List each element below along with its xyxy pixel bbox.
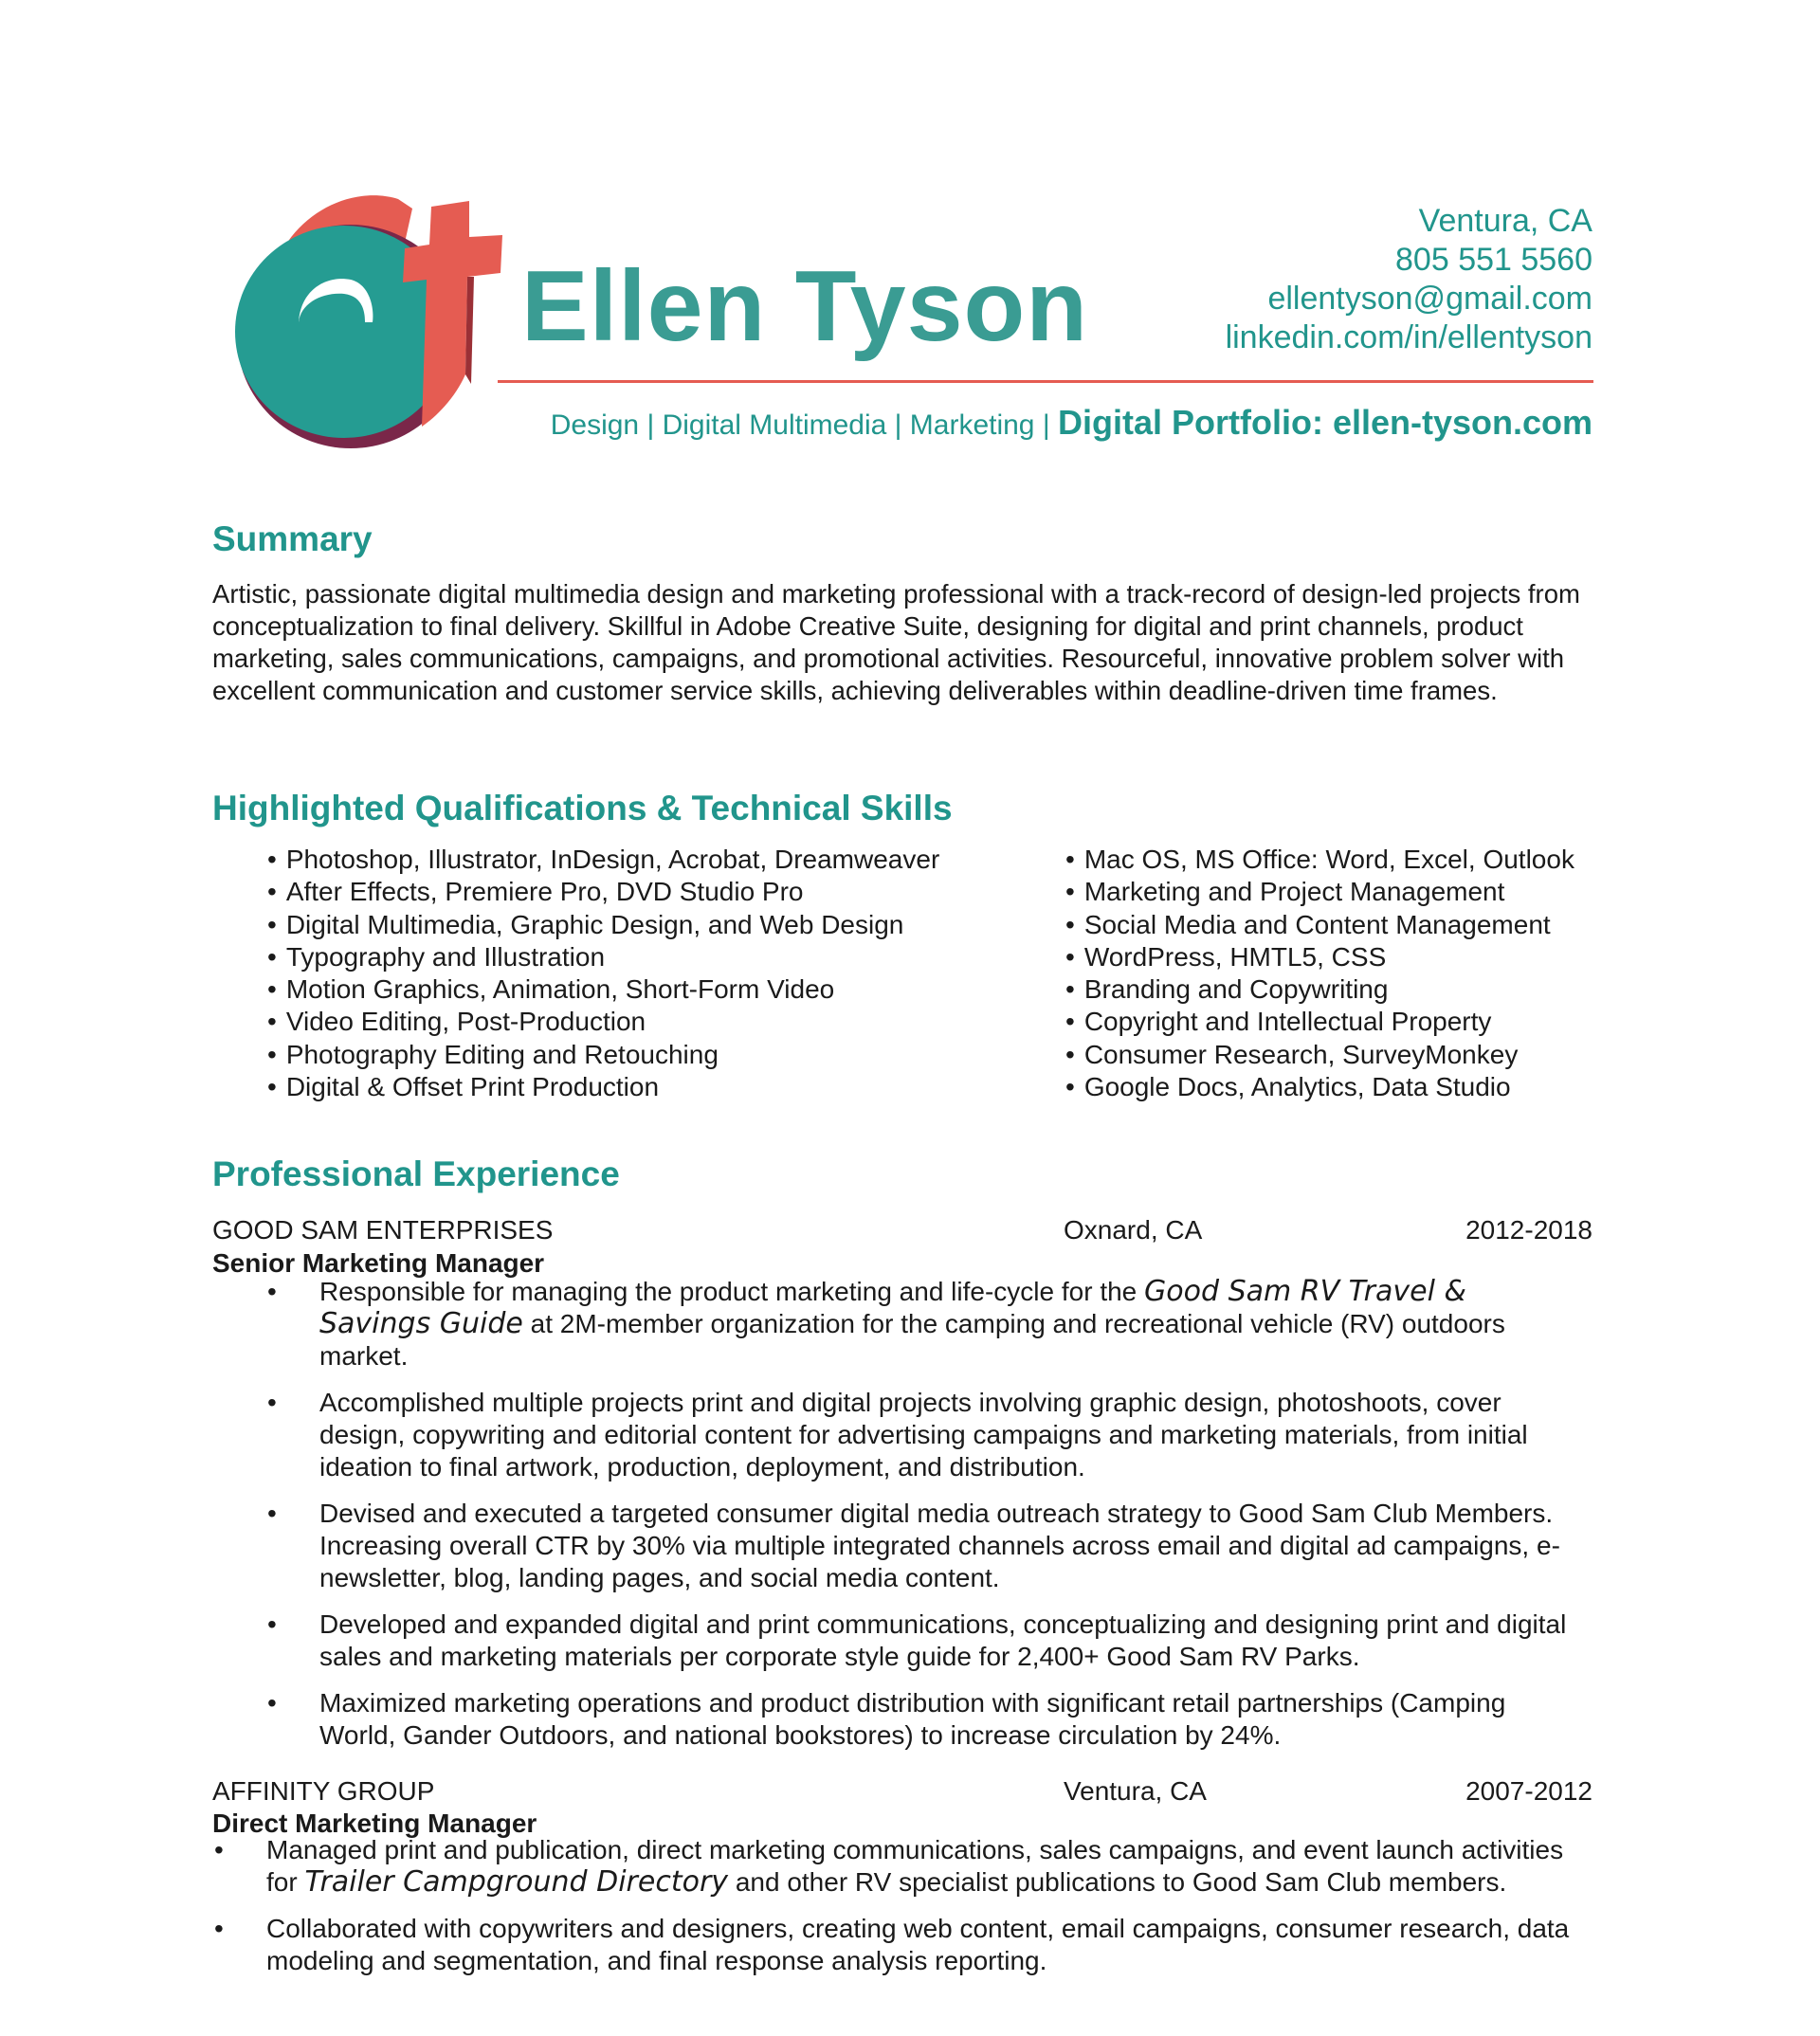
skill-item: • Google Docs, Analytics, Data Studio <box>1065 1071 1574 1103</box>
list-item: • Maximized marketing operations and product distribution with significant retail partnerships (Camping World, Gander Outdoors, and national bookstores) to increase circulation by 24%. <box>319 1687 1580 1752</box>
skill-item: • Branding and Copywriting <box>1065 973 1574 1006</box>
job-dates: 2007-2012 <box>1465 1776 1592 1806</box>
bullet-text: Managed print and publication, direct marketing communications, sales campaigns, and event launch activities for <box>266 1835 1564 1897</box>
list-item: • Accomplished multiple projects print and digital projects involving graphic design, photoshoots, cover design, copywriting and editorial content for advertising campaigns and marketing materials, from initial ideation to final artwork, production, deployment, and distribution. <box>319 1387 1580 1483</box>
portfolio-link[interactable]: Digital Portfolio: ellen-tyson.com <box>1057 403 1592 442</box>
job-role: Direct Marketing Manager <box>212 1809 537 1838</box>
header-divider <box>498 380 1593 383</box>
skill-item: • Motion Graphics, Animation, Short-Form Video <box>267 973 939 1006</box>
skill-item: • WordPress, HMTL5, CSS <box>1065 941 1574 973</box>
bullet-text: and other RV specialist publications to Good Sam Club members. <box>728 1867 1507 1897</box>
publication-title: Good Sam RV Travel & Savings Guide <box>319 1275 1466 1340</box>
list-item: • Developed and expanded digital and print communications, conceptualizing and designing print and digital sales and marketing materials per corporate style guide for 2,400+ Good Sam RV Parks. <box>319 1609 1580 1673</box>
contact-email[interactable]: ellentyson@gmail.com <box>1267 281 1592 317</box>
job-dates: 2012-2018 <box>1465 1215 1592 1245</box>
list-item: • Collaborated with copywriters and designers, creating web content, email campaigns, consumer research, data modeling and segmentation, and final response analysis reporting. <box>266 1913 1584 1977</box>
skill-item: • Video Editing, Post-Production <box>267 1006 939 1038</box>
bullet-text: Responsible for managing the product marketing and life-cycle for the <box>319 1277 1145 1306</box>
job-company: GOOD SAM ENTERPRISES <box>212 1215 554 1245</box>
skill-item: • Digital & Offset Print Production <box>267 1071 939 1103</box>
list-item: • Devised and executed a targeted consumer digital media outreach strategy to Good Sam Club Members. Increasing overall CTR by 30% via multiple integrated channels across email and digital ad campaigns, e-newsletter, blog, landing pages, and social media content. <box>319 1498 1580 1594</box>
tagline-areas: Design | Digital Multimedia | Marketing | <box>550 409 1058 441</box>
job-bullets <box>266 1834 1584 1991</box>
experience-heading: Professional Experience <box>212 1154 620 1193</box>
contact-location: Ventura, CA <box>1418 203 1592 239</box>
job-bullets <box>319 1276 1580 1766</box>
list-item <box>319 1276 1580 1372</box>
tagline <box>551 403 1592 443</box>
skill-item: • Copyright and Intellectual Property <box>1065 1006 1574 1038</box>
skill-item: • Digital Multimedia, Graphic Design, and Web Design <box>267 909 939 941</box>
publication-title: Trailer Campground Directory <box>304 1865 729 1899</box>
skills-list-left <box>267 844 939 1103</box>
contact-linkedin[interactable]: linkedin.com/in/ellentyson <box>1225 319 1592 355</box>
et-monogram-logo <box>232 180 502 455</box>
skills-list-right <box>1065 844 1574 1103</box>
candidate-name: Ellen Tyson <box>521 250 1089 362</box>
summary-heading: Summary <box>212 519 373 558</box>
bullet-text: at 2M-member organization for the camping and recreational vehicle (RV) outdoors market. <box>319 1309 1505 1371</box>
skill-item: • After Effects, Premiere Pro, DVD Studio Pro <box>267 876 939 908</box>
skill-item: • Consumer Research, SurveyMonkey <box>1065 1039 1574 1071</box>
contact-block <box>1226 202 1592 357</box>
skill-item: • Photoshop, Illustrator, InDesign, Acrobat, Dreamweaver <box>267 844 939 876</box>
skill-item: • Social Media and Content Management <box>1065 909 1574 941</box>
summary-text: Artistic, passionate digital multimedia design and marketing professional with a track-record of design-led projects from conceptualization to final delivery. Skillful in Adobe Creative Suite, designing for digital and print channels, product marketing, sales communications, campaigns, and promotional activities. Resourceful, innovative problem solver with excellent communication and customer service skills, achieving deliverables within deadline-driven time frames. <box>212 579 1580 705</box>
skill-item: • Mac OS, MS Office: Word, Excel, Outlook <box>1065 844 1574 876</box>
skill-item: • Typography and Illustration <box>267 941 939 973</box>
contact-phone[interactable]: 805 551 5560 <box>1395 242 1592 278</box>
skills-heading: Highlighted Qualifications & Technical Skills <box>212 789 953 827</box>
job-company: AFFINITY GROUP <box>212 1776 435 1806</box>
job-location: Ventura, CA <box>1064 1776 1207 1806</box>
list-item <box>266 1834 1584 1899</box>
skill-item: • Photography Editing and Retouching <box>267 1039 939 1071</box>
skill-item: • Marketing and Project Management <box>1065 876 1574 908</box>
job-role: Senior Marketing Manager <box>212 1248 545 1278</box>
job-location: Oxnard, CA <box>1064 1215 1203 1245</box>
